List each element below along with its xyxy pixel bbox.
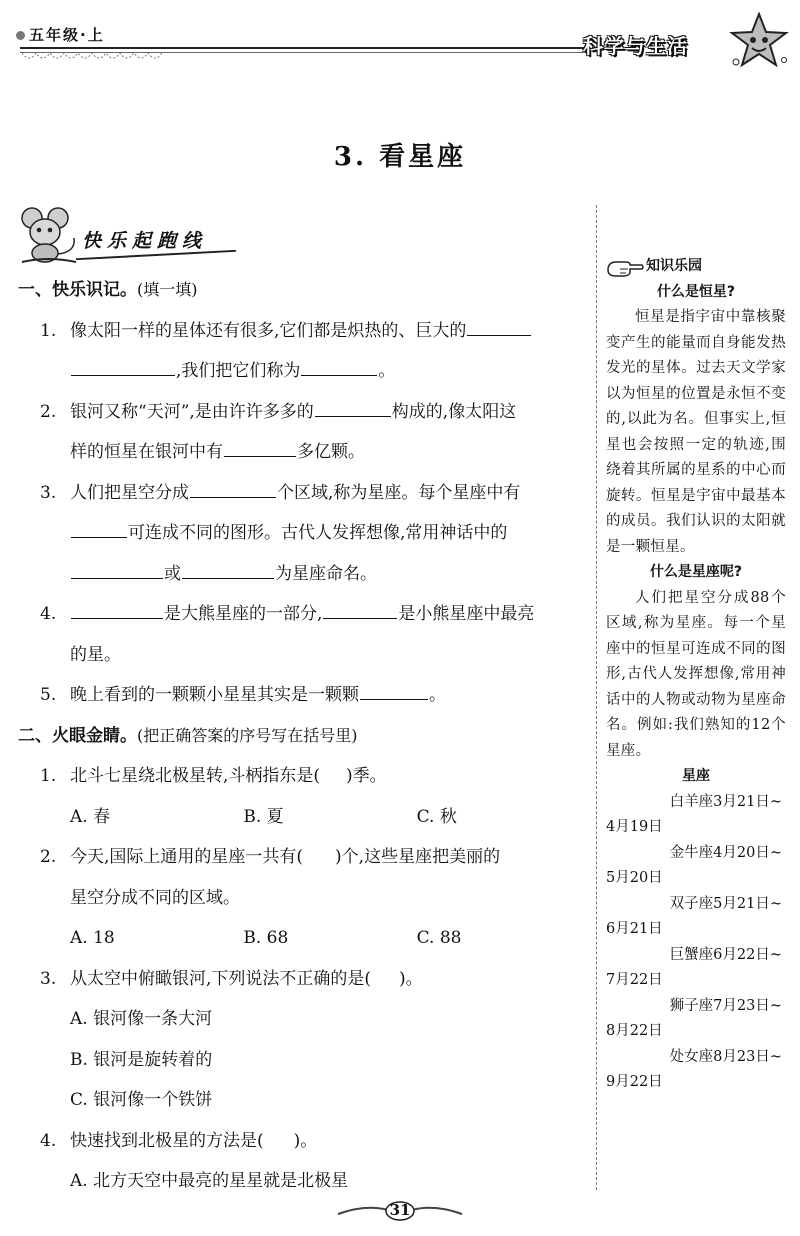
star-mascot-icon (728, 12, 790, 72)
s1-q3-cont2 (18, 554, 590, 595)
section2-heading (18, 716, 590, 757)
grade-text: 五年级·上 (29, 26, 105, 44)
option-a[interactable]: A. 18 (70, 928, 115, 948)
option-c[interactable]: C. 秋 (416, 806, 457, 827)
answer-blank[interactable] (224, 455, 296, 457)
question-text: 晚上看到的一颗颗小星星其实是一颗颗 (70, 685, 359, 705)
sidebar-paragraph-star: 恒星是指宇宙中靠核聚变产生的能量而自身能发热发光的星体。过去天文学家以为恒星的位置是永恒不变的,以此为名。但事实上,恒星也会按照一定的轨迹,围绕着其所属的星系的中心而旋转。恒星是宇宙中最基本的成员。我们认识的太阳就是一颗恒星。 (606, 309, 786, 555)
header-rule (20, 47, 585, 49)
answer-blank[interactable] (182, 577, 274, 579)
answer-blank[interactable] (71, 577, 163, 579)
option-a[interactable]: A. 春 (70, 806, 111, 827)
sidebar-title (606, 254, 786, 280)
s2-q1 (18, 756, 590, 797)
question-text: 。 (429, 685, 446, 705)
question-text: 星空分成不同的区域。 (70, 887, 240, 908)
answer-blank[interactable] (323, 617, 397, 619)
s2-q4 (18, 1121, 590, 1162)
question-text: 的星。 (70, 644, 121, 665)
sidebar-heading-zodiac: 星座 (682, 768, 710, 784)
zodiac-range-start: 白羊座3月21日~ (669, 793, 782, 810)
question-text: 样的恒星在银河中有 (70, 442, 223, 462)
s1-q3-cont (18, 513, 590, 554)
option-b[interactable]: B. 夏 (243, 806, 284, 827)
answer-blank[interactable] (71, 617, 163, 619)
section1-note: (填一填) (137, 280, 198, 299)
page-number: 31 (389, 1201, 411, 1219)
s2-q2-options (18, 918, 590, 959)
s1-q4-cont (18, 635, 590, 676)
question-number: 4. (40, 1130, 57, 1151)
zodiac-range-end: 9月22日 (606, 1074, 663, 1090)
question-text: 或 (164, 563, 181, 584)
zodiac-range-end: 6月21日 (606, 921, 663, 937)
question-number: 1. (40, 320, 57, 341)
s2-q2 (18, 837, 590, 878)
question-text: )。 (399, 968, 423, 989)
question-text: 是大熊星座的一部分, (164, 604, 323, 624)
zodiac-range-start: 狮子座7月23日~ (669, 997, 782, 1014)
s2-q3 (18, 959, 590, 1000)
zodiac-range-end: 4月19日 (606, 819, 663, 835)
sidebar-title-text: 知识乐园 (646, 258, 702, 274)
answer-blank[interactable] (301, 374, 377, 376)
question-number: 1. (40, 766, 57, 786)
question-text: 北斗七星绕北极星转,斗柄指东是( (70, 766, 321, 786)
question-text: ,我们把它们称为 (176, 361, 301, 381)
question-text: 从太空中俯瞰银河,下列说法不正确的是( (70, 968, 372, 989)
zodiac-range-start: 金牛座4月20日~ (669, 844, 782, 861)
s1-q2 (18, 392, 590, 433)
zodiac-range-end: 7月22日 (606, 972, 663, 988)
answer-blank[interactable] (71, 536, 127, 538)
pointing-hand-icon (606, 256, 644, 278)
main-column (18, 270, 590, 1202)
answer-blank[interactable] (467, 334, 531, 336)
s1-q4 (18, 594, 590, 635)
question-text: 快速找到北极星的方法是( (70, 1130, 264, 1151)
knowledge-sidebar (606, 254, 786, 1096)
question-number: 3. (40, 968, 57, 989)
section1-heading-text: 一、快乐识记。 (18, 280, 137, 300)
question-text: 人们把星空分成 (70, 482, 189, 503)
answer-blank[interactable] (315, 415, 391, 417)
bullet-dot (16, 31, 25, 40)
s1-q2-cont (18, 432, 590, 473)
option-a[interactable]: A. 北方天空中最亮的星星就是北极星 (70, 1171, 349, 1191)
section2-note: (把正确答案的序号写在括号里) (137, 725, 358, 745)
question-text: )。 (293, 1130, 318, 1151)
sidebar-heading-star: 什么是恒星? (656, 283, 736, 300)
zodiac-range-end: 8月22日 (606, 1023, 663, 1039)
question-text: 可连成不同的图形。古代人发挥想像,常用神话中的 (128, 523, 508, 543)
question-number: 2. (40, 401, 57, 422)
question-text: 。 (378, 361, 396, 381)
question-text: 像太阳一样的星体还有很多,它们都是炽热的、巨大的 (70, 320, 467, 341)
question-text: 银河又称“天河”,是由许许多多的 (70, 401, 314, 422)
question-text: 今天,国际上通用的星座一共有( (70, 847, 304, 867)
answer-blank[interactable] (71, 374, 175, 376)
question-number: 2. (40, 847, 57, 867)
question-text: )季。 (346, 766, 387, 786)
question-text: 是小熊星座中最亮 (398, 604, 535, 624)
zodiac-range-start: 双子座5月21日~ (669, 895, 782, 912)
brand-title: 科学与生活 (583, 34, 688, 58)
option-b[interactable]: B. 68 (243, 928, 289, 948)
sidebar-heading-constellation: 什么是星座呢? (649, 564, 743, 580)
question-number: 3. (40, 482, 57, 503)
option-c[interactable]: C. 银河像一个铁饼 (70, 1090, 213, 1110)
question-text: 多亿颗。 (297, 442, 365, 462)
option-a[interactable]: A. 银河像一条大河 (70, 1009, 213, 1029)
zodiac-range-start: 巨蟹座6月22日~ (669, 946, 782, 963)
option-c[interactable]: C. 88 (416, 928, 462, 948)
question-text: 个区域,称为星座。每个星座中有 (277, 482, 521, 503)
question-text: 构成的,像太阳这 (391, 401, 517, 422)
grade-label (16, 24, 105, 45)
answer-blank[interactable] (190, 496, 276, 498)
option-b[interactable]: B. 银河是旋转着的 (70, 1049, 213, 1070)
s1-q1-cont (18, 351, 590, 392)
s1-q3 (18, 473, 590, 514)
s1-q1 (18, 311, 590, 352)
question-text: 为星座命名。 (275, 563, 377, 584)
s1-q5 (18, 675, 590, 716)
column-divider (596, 205, 597, 1190)
question-number: 5. (40, 685, 57, 705)
zodiac-range-start: 处女座8月23日~ (669, 1048, 782, 1065)
s2-q1-options (18, 797, 590, 838)
s2-q2-cont (18, 878, 590, 919)
section1-heading (18, 270, 590, 311)
page-title: 3. 看星座 (333, 142, 467, 172)
section2-heading-text: 二、火眼金睛。 (18, 725, 137, 746)
mouse-mascot-icon (18, 204, 80, 264)
section-banner: 快乐起跑线 (82, 230, 208, 252)
question-number: 4. (40, 604, 57, 624)
answer-blank[interactable] (360, 698, 428, 700)
sidebar-paragraph-constellation: 人们把星空分成88个区域,称为星座。每一个星座中的恒星可连成不同的图形,古代人发挥想像,常用神话中的人物或动物为星座命名。例如:我们熟知的12个星座。 (606, 589, 786, 759)
header-scallop-decoration (22, 50, 162, 64)
question-text: )个,这些星座把美丽的 (335, 847, 501, 867)
zodiac-range-end: 5月20日 (606, 870, 663, 886)
